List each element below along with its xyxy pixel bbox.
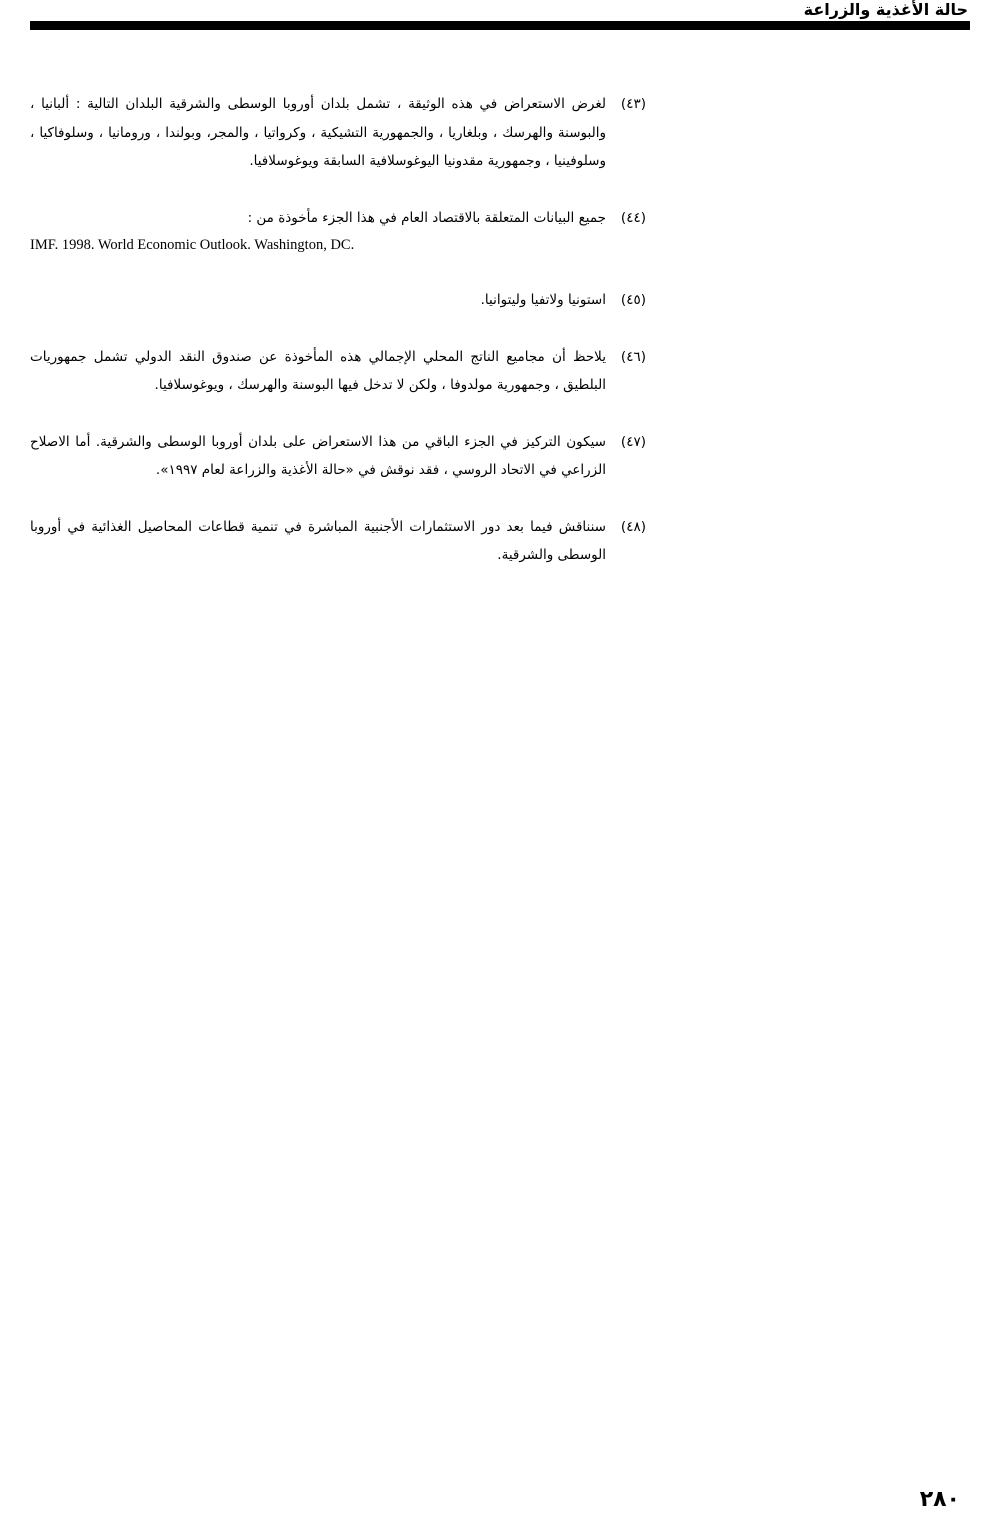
endnote-number: (٤٦)	[620, 348, 646, 365]
endnote-43	[30, 90, 646, 176]
endnote-text: سيكون التركيز في الجزء الباقي من هذا الاستعراض على بلدان أوروبا الوسطى والشرقية. أما الاصلاح الزراعي في الاتحاد الروسي ، فقد نوقش في «حالة الأغذية والزراعة لعام ١٩٩٧».	[30, 433, 606, 478]
running-header-title: حالة الأغذية والزراعة	[803, 0, 968, 19]
endnote-number: (٤٥)	[620, 292, 646, 308]
endnote-44	[30, 204, 646, 259]
endnote-text: سنناقش فيما بعد دور الاستثمارات الأجنبية المباشرة في تنمية قطاعات المحاصيل الغذائية في أوروبا الوسطى والشرقية.	[30, 518, 606, 563]
page-number: ٢٨٠	[919, 1487, 960, 1512]
endnote-48	[30, 513, 646, 570]
endnote-46	[30, 343, 646, 400]
endnote-45	[30, 286, 646, 315]
endnote-number: (٤٣)	[620, 96, 646, 112]
endnote-reference: IMF. 1998. World Economic Outlook. Washington, DC.	[30, 237, 355, 253]
endnote-47	[30, 428, 646, 485]
endnote-text: جميع البيانات المتعلقة بالاقتصاد العام في هذا الجزء مأخوذة من :	[247, 209, 606, 226]
endnote-text: لغرض الاستعراض في هذه الوثيقة ، تشمل بلدان أوروبا الوسطى والشرقية البلدان التالية : ألبانيا ، والبوسنة والهرسك ، وبلغاريا ، والجمهورية التشيكية ، وكرواتيا ، والمجر، وبولندا ، ورومانيا ، وسلوفاكيا ، وسلوفينيا ، وجمهورية مقدونيا اليوغوسلافية السابقة ويوغوسلافيا.	[30, 96, 606, 169]
endnote-text: استونيا ولاتفيا وليتوانيا.	[480, 292, 606, 308]
endnote-text: يلاحظ أن مجاميع الناتج المحلي الإجمالي هذه المأخوذة عن صندوق النقد الدولي تشمل جمهوريات البلطيق ، وجمهورية مولدوفا ، ولكن لا تدخل فيها البوسنة والهرسك ، ويوغوسلافيا.	[30, 348, 606, 393]
endnotes-list	[30, 90, 646, 598]
header-rule	[30, 21, 970, 30]
endnote-number: (٤٨)	[620, 518, 646, 535]
endnote-number: (٤٧)	[620, 433, 646, 450]
endnote-number: (٤٤)	[620, 209, 646, 226]
